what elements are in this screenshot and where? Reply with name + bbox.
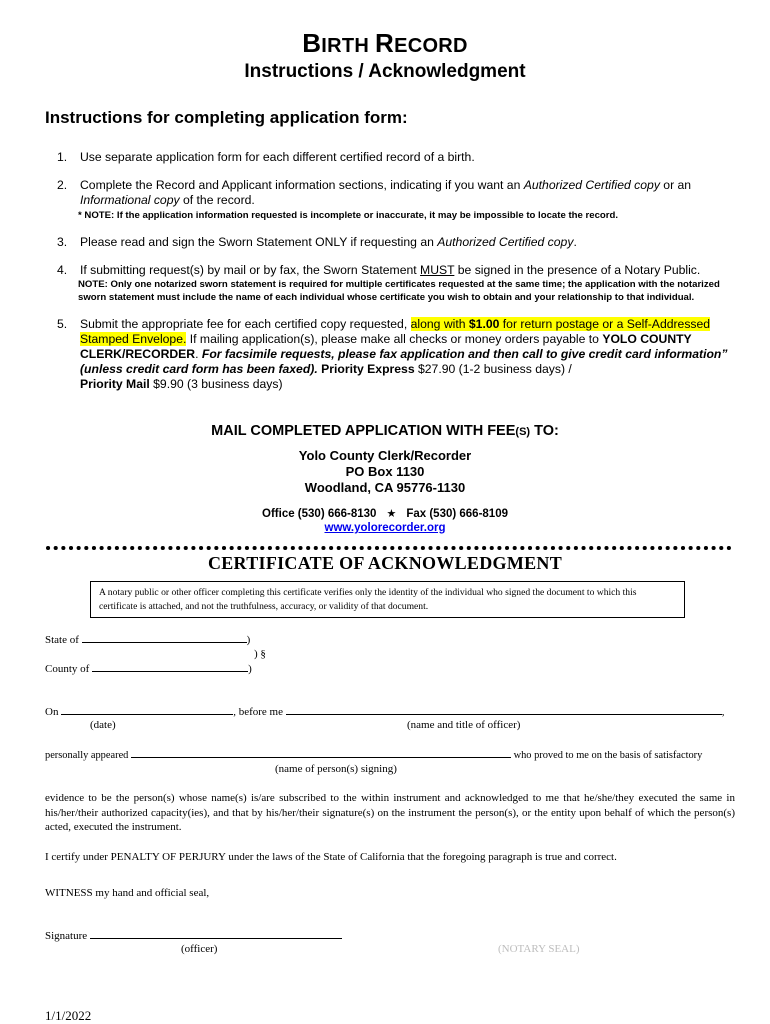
note-incomplete-info: * NOTE: If the application information requested is incomplete or inaccurate, it may be impossible to locate the record. bbox=[78, 210, 619, 221]
instruction-item-3: 3. Please read and sign the Sworn Statement ONLY if requesting an Authorized Certified copy. bbox=[57, 235, 577, 249]
county-field[interactable] bbox=[92, 662, 248, 672]
venue-section-symbol: ) § bbox=[254, 648, 266, 660]
certificate-heading: CERTIFICATE OF ACKNOWLEDGMENT bbox=[207, 553, 563, 573]
website-link[interactable]: www.yolorecorder.org bbox=[324, 522, 446, 534]
instruction-item-5: 5. Submit the appropriate fee for each certified copy requested, along with $1.00 for return postage or a Self-Addressed Stamped Envelope. If mailing application(s), please make all checks or money orders payable to YOLO COUNTY CLERK/RECORDER. For facsimile requests, please fax application and then call to give credit card information” (unless credit card form has been faxed). Priority Express $27.90 (1-2 business days) / Priority Mail $9.90 (3 business days) bbox=[57, 317, 728, 391]
postage-highlight: along with $1.00 for return postage or a Self-Addressed Stamped Envelope. bbox=[80, 317, 711, 346]
state-row: State of ) bbox=[45, 634, 251, 646]
dotted-divider bbox=[45, 543, 735, 553]
mailing-heading: MAIL COMPLETED APPLICATION WITH FEE(S) TO: bbox=[211, 423, 559, 439]
signature-row: Signature bbox=[45, 929, 342, 942]
document-title: BIRTH RECORD bbox=[302, 28, 468, 58]
document-subtitle: Instructions / Acknowledgment bbox=[244, 61, 526, 82]
notary-seal-placeholder: (NOTARY SEAL) bbox=[498, 943, 580, 955]
note-notarized-statement: NOTE: Only one notarized sworn statement is required for multiple certificates requested at the same time; the application with the notarized sworn statement must include the name of each individual whose certificate you wish to obtain and your relationship to that individual. bbox=[78, 279, 720, 303]
address-line-1: Yolo County Clerk/Recorder bbox=[298, 448, 472, 463]
certificate-disclaimer-box: A notary public or other officer completing this certificate verifies only the identity of the individual who signed the document to which this certificate is attached, and not the truthfulness, accuracy, or validity of that document. bbox=[90, 581, 685, 618]
instruction-item-1: 1. Use separate application form for each different certified record of a birth. bbox=[57, 150, 475, 164]
instruction-item-4: 4. If submitting request(s) by mail or by fax, the Sworn Statement MUST be signed in the presence of a Notary Public. NOTE: Only one notarized sworn statement is required for multiple certificates requested at the same time; the application with the notarized sworn statement must include the name of each individual whose certificate you wish to obtain and your relationship to that individual. bbox=[45, 263, 735, 304]
mailing-address bbox=[0, 448, 770, 496]
evidence-paragraph: evidence to be the person(s) whose name(s) is/are subscribed to the within instrument and acknowledged to me that he/she/they executed the same in his/her/their authorized capacity(ies), and that by his/her/their signature(s) on the instrument the person(s), or the entity upon behalf of which the person(s) acted, executed the instrument. bbox=[45, 792, 735, 833]
instructions-list bbox=[45, 150, 735, 405]
date-field[interactable] bbox=[61, 705, 233, 715]
persons-caption: (name of person(s) signing) bbox=[275, 763, 397, 775]
officer-caption: (name and title of officer) bbox=[407, 719, 521, 731]
date-officer-row: On , before me , bbox=[45, 706, 725, 718]
officer-name-field[interactable] bbox=[286, 705, 722, 715]
address-line-2: PO Box 1130 bbox=[345, 464, 425, 479]
website-line bbox=[0, 522, 770, 534]
signature-field[interactable] bbox=[90, 929, 342, 939]
footer-date: 1/1/2022 bbox=[45, 1008, 92, 1023]
persons-signing-field[interactable] bbox=[131, 748, 511, 758]
date-caption: (date) bbox=[90, 719, 116, 731]
county-row: County of ) bbox=[45, 663, 252, 675]
instructions-heading: Instructions for completing application form: bbox=[45, 108, 408, 127]
star-separator-icon: ★ bbox=[386, 508, 397, 520]
instruction-item-2: 2. Complete the Record and Applicant information sections, indicating if you want an Authorized Certified copy or an Informational copy of the record. * NOTE: If the application information requested is incomplete or inaccurate, it may be impossible to locate the record. bbox=[45, 178, 735, 222]
address-line-3: Woodland, CA 95776-1130 bbox=[304, 480, 466, 495]
personally-appeared-row: personally appeared who proved to me on the basis of satisfactory bbox=[45, 750, 703, 761]
officer-signature-caption: (officer) bbox=[181, 943, 218, 955]
fax-number: Fax (530) 666-8109 bbox=[406, 508, 508, 520]
witness-statement: WITNESS my hand and official seal, bbox=[45, 887, 210, 899]
contact-numbers bbox=[0, 507, 770, 520]
perjury-statement: I certify under PENALTY OF PERJURY under the laws of the State of California that the foregoing paragraph is true and correct. bbox=[45, 851, 617, 863]
state-field[interactable] bbox=[82, 633, 247, 643]
office-phone: Office (530) 666-8130 bbox=[262, 508, 377, 520]
